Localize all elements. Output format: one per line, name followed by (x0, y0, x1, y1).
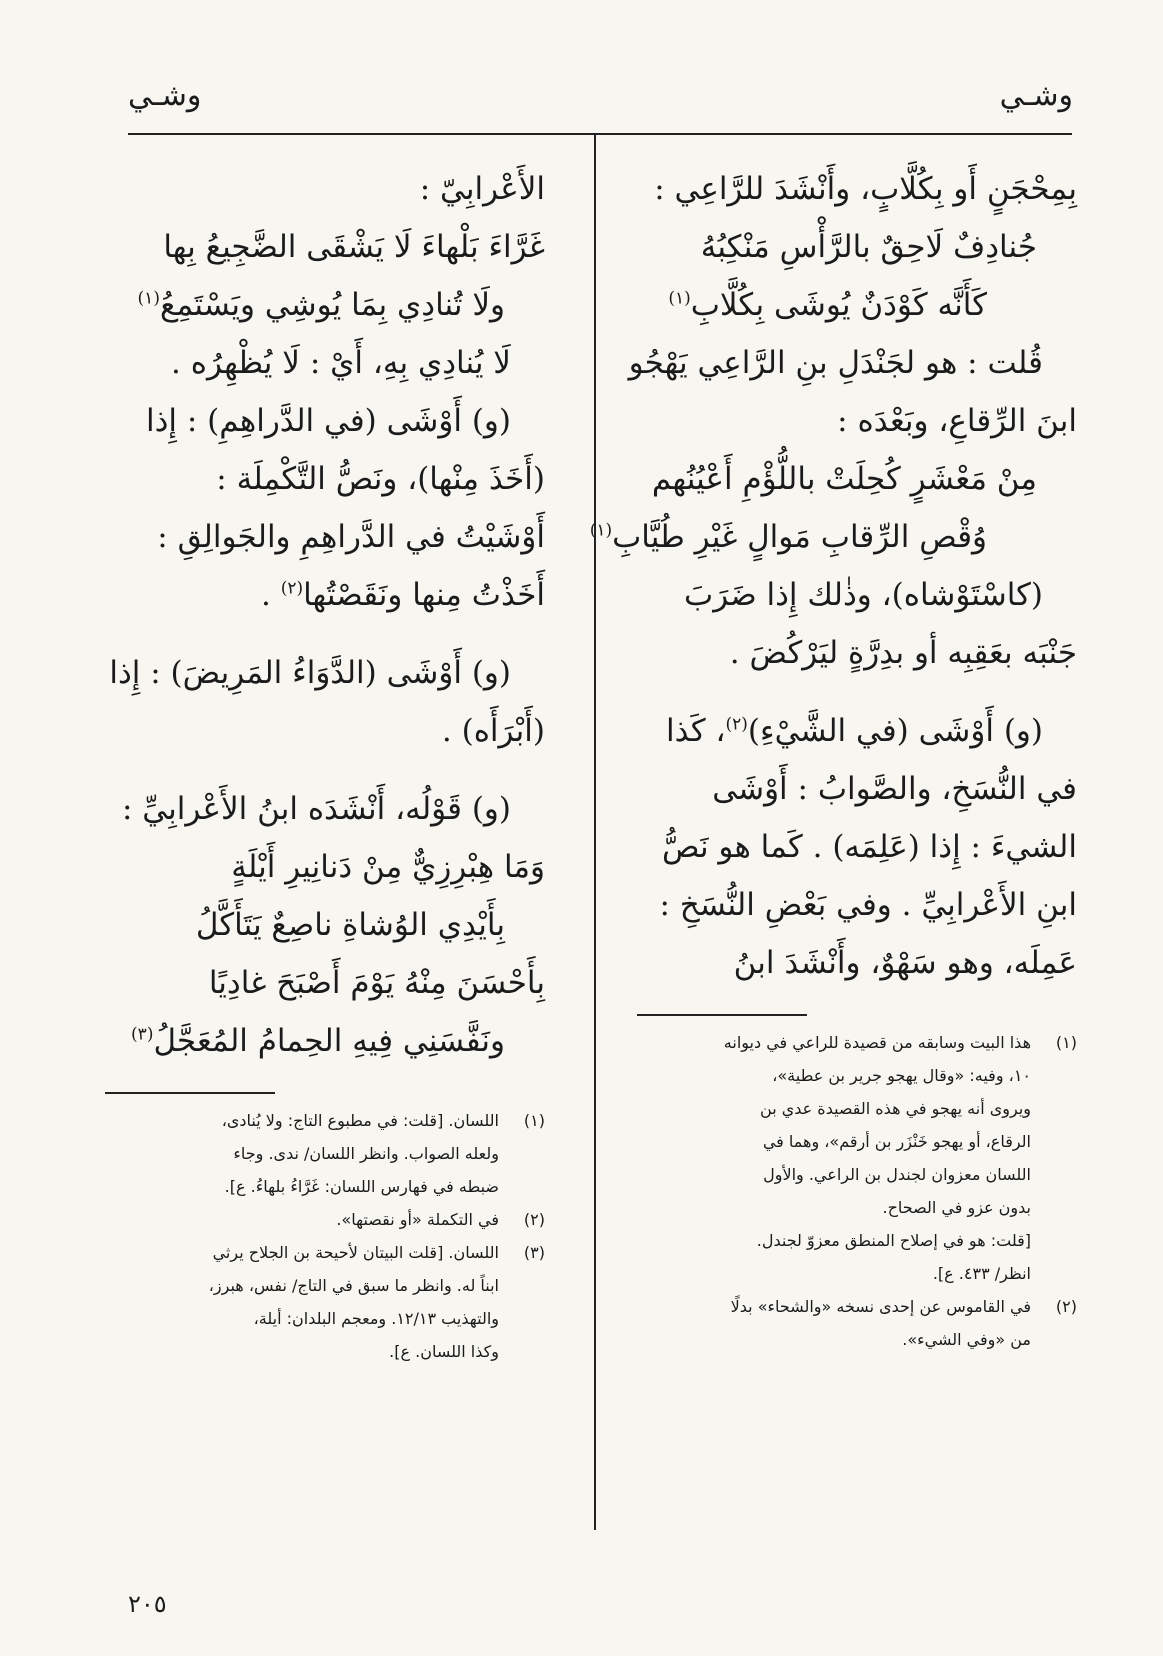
text-line (637, 760, 1077, 818)
text-line (105, 644, 545, 702)
page-number: ٢٠٥ (128, 1590, 167, 1618)
footnote (637, 1290, 1077, 1356)
header-root-right: وشـي (999, 78, 1073, 113)
line-text: (أَبْرَأَه) . (441, 713, 545, 749)
line-text: لَا يُنادِي بِهِ، أَيْ : لَا يُظْهِرُه . (171, 345, 511, 381)
line-text: (و) أَوْشَى (الدَّوَاءُ المَرِيضَ) : إِذا (109, 655, 511, 691)
line-text-tail: ، كَذا (665, 713, 726, 749)
line-text: ولَا تُنادِي بِمَا يُوشِي ويَسْتَمِعُ (159, 287, 505, 323)
footnote-line: [قلت: هو في إصلاح المنطق معزوّ لجندل. (756, 1231, 1031, 1250)
header-root-left: وشـي (128, 78, 202, 113)
text-line (637, 160, 1077, 218)
footnote-marker: (١) (137, 288, 160, 309)
paragraph-gap (637, 682, 1077, 702)
footnote-number (1031, 1224, 1077, 1290)
footnote-body (637, 1290, 1031, 1356)
text-line (628, 334, 1077, 392)
footnote-line: ويروى أنه يهجو في هذه القصيدة عدي بن (760, 1099, 1031, 1118)
line-text: كَأَنَّه كَوْدَنٌ يُوشَى بِكُلَّابِ (690, 287, 987, 323)
footnote-line: في التكملة «أو نقصتها». (336, 1210, 499, 1229)
paragraph-gap (105, 760, 545, 780)
line-text: أَوْشَيْتُ في الدَّراهِمِ والجَوالِقِ : (157, 519, 545, 555)
text-line (105, 702, 545, 760)
footnote-line: وكذا اللسان. ع]. (389, 1342, 499, 1361)
footnote (637, 1224, 1077, 1290)
footnote-marker: (٣) (131, 1024, 154, 1045)
footnote (105, 1203, 545, 1236)
footnote (105, 1104, 545, 1203)
text-line (637, 934, 1077, 992)
footnote-body (105, 1203, 499, 1236)
footnote-line: من «وفي الشيء». (902, 1330, 1031, 1349)
line-text: في النُّسَخِ، والصَّوابُ : أَوْشَى (712, 771, 1077, 807)
right-footnote-rule (637, 1014, 807, 1016)
footnote-line: والتهذيب ١٢/١٣. ومعجم البلدان: أيلة، (253, 1309, 499, 1328)
footnote-line: ١٠، وفيه: «وقال يهجو جرير بن عطية»، (772, 1066, 1031, 1085)
line-text: وُقْصِ الرِّقابِ مَوالٍ غَيْرِ طُيَّابِ (612, 519, 987, 555)
footnote-marker: (١) (668, 288, 691, 309)
footnote-body (637, 1026, 1031, 1224)
footnote-line: ضبطه في فهارس اللسان: غَرَّاءُ بلهاءُ. ع]. (224, 1177, 499, 1196)
text-line (105, 392, 545, 450)
footnote-line: ابناً له. وانظر ما سبق في التاج/ نفس، هبرز، (208, 1276, 499, 1295)
text-line (637, 450, 1077, 508)
left-footnote-rule (105, 1092, 275, 1094)
line-text-tail: . (260, 577, 281, 613)
footnote-line: هذا البيت وسابقه من قصيدة للراعي في ديوانه (723, 1033, 1031, 1052)
text-line (637, 566, 1077, 624)
text-line (105, 160, 545, 218)
footnote-number: (١) (1055, 1033, 1077, 1052)
line-text: (و) أَوْشَى (في الدَّراهِمِ) : إِذا (145, 403, 511, 439)
footnote-line: في القاموس عن إحدى نسخه «والشحاء» بدلًا (730, 1297, 1031, 1316)
line-text: الأَعْرابِيّ : (419, 171, 545, 207)
line-text: مِنْ مَعْشَرٍ كُحِلَتْ باللُّؤْمِ أَعْيُنُهم (651, 461, 1037, 497)
text-line (105, 896, 545, 954)
text-line (637, 702, 1077, 760)
left-column-text (105, 160, 545, 1070)
line-text: (أَخَذَ مِنْها)، ونَصُّ التَّكْمِلَة : (216, 461, 545, 497)
footnote-line: اللسان. [قلت: في مطبوع التاج: ولا يُنادى، (221, 1111, 499, 1130)
line-text: جُنادِفٌ لَاحِقٌ بالرَّأْسِ مَنْكِبُهُ (700, 229, 1037, 265)
text-line (105, 954, 545, 1012)
footnote-body (105, 1104, 499, 1203)
line-text: الشيءَ : إِذا (عَلِمَه) . كَما هو نَصُّ (661, 829, 1077, 865)
line-text: (كاسْتَوْشاه)، وذٰلك إِذا ضَرَبَ (684, 577, 1043, 613)
footnote-line: اللسان معزوان لجندل بن الراعي. والأول (763, 1165, 1031, 1184)
text-line (105, 334, 545, 392)
line-text: قُلت : هو لجَنْدَلِ بنِ الرَّاعِي يَهْجُو (628, 345, 1043, 381)
footnote-marker: (١) (589, 520, 613, 541)
text-line (105, 508, 545, 566)
text-line (105, 838, 545, 896)
text-line (105, 780, 545, 838)
footnote-line: بدون عزو في الصحاح. (882, 1198, 1031, 1217)
footnote-line: الرقاع، أو يهجو خَنْزَر بن أرقم»، وهما في (762, 1132, 1031, 1151)
text-line (637, 624, 1077, 682)
line-text: عَمِلَه، وهو سَهْوٌ، وأَنْشَدَ ابنُ (733, 945, 1077, 981)
line-text: بِأَحْسَنَ مِنْهُ يَوْمَ أَصْبَحَ غادِيًا (208, 965, 545, 1001)
footnote (105, 1236, 545, 1368)
line-text: بِأَيْدِي الوُشاةِ ناصِعٌ يَتَأَكَّلُ (195, 907, 505, 943)
line-text: ابنِ الأَعْرابِيِّ . وفي بَعْضِ النُّسَخِ : (659, 887, 1077, 923)
line-text: (و) أَوْشَى (في الشَّيْءِ) (747, 713, 1043, 749)
paragraph-gap (105, 624, 545, 644)
right-column-text (589, 160, 1077, 992)
text-line (105, 450, 545, 508)
text-line (105, 566, 545, 624)
line-text: (و) قَوْلُه، أَنْشَدَه ابنُ الأَعْرابِيِّ : (122, 791, 511, 827)
text-line (637, 392, 1077, 450)
footnote-number: (٢) (523, 1210, 545, 1229)
left-column (105, 160, 545, 1368)
footnote-number: (٢) (1055, 1297, 1077, 1316)
left-footnotes (105, 1104, 545, 1368)
text-line (637, 218, 1077, 276)
line-text: غَرَّاءَ بَلْهاءَ لَا يَشْقَى الضَّجِيعُ بِها (163, 229, 545, 265)
footnote-body (637, 1224, 1031, 1290)
footnote-body (105, 1236, 499, 1368)
text-line (105, 1012, 545, 1070)
line-text: أَخَذْتُ مِنها ونَقَصْتُها (303, 577, 545, 613)
footnote-line: ولعله الصواب. وانظر اللسان/ ندى. وجاء (233, 1144, 499, 1163)
text-line (589, 508, 1077, 566)
header-rule (128, 133, 1072, 135)
text-line (637, 276, 1077, 334)
text-line (637, 876, 1077, 934)
footnote-number: (٣) (523, 1243, 545, 1262)
footnote (637, 1026, 1077, 1224)
footnote-marker: (٢) (280, 578, 304, 599)
text-line (105, 218, 545, 276)
line-text: ابنَ الرِّقاعِ، وبَعْدَه : (837, 403, 1077, 439)
text-line (637, 818, 1077, 876)
footnote-line: انظر/ ٤٣٣. ع]. (932, 1264, 1031, 1283)
line-text: وَمَا هِبْرِزِيٌّ مِنْ دَنانِيرِ أَيْلَةٍ (231, 849, 545, 885)
right-footnotes (637, 1026, 1077, 1356)
footnote-number: (١) (523, 1111, 545, 1130)
right-column (589, 160, 1077, 1356)
line-text: ونَفَّسَنِي فِيهِ الحِمامُ المُعَجَّلُ (153, 1023, 505, 1059)
footnote-marker: (٢) (725, 714, 748, 735)
line-text: جَنْبَه بعَقِبِه أو بدِرَّةٍ ليَرْكُضَ . (729, 635, 1077, 671)
column-divider (594, 135, 596, 1530)
footnote-line: اللسان. [قلت البيتان لأحيحة بن الجلاح يرثي (212, 1243, 499, 1262)
line-text: بِمِحْجَنٍ أَو بِكُلَّابٍ، وأَنْشَدَ للرَّاعِي : (654, 171, 1077, 207)
text-line (105, 276, 545, 334)
